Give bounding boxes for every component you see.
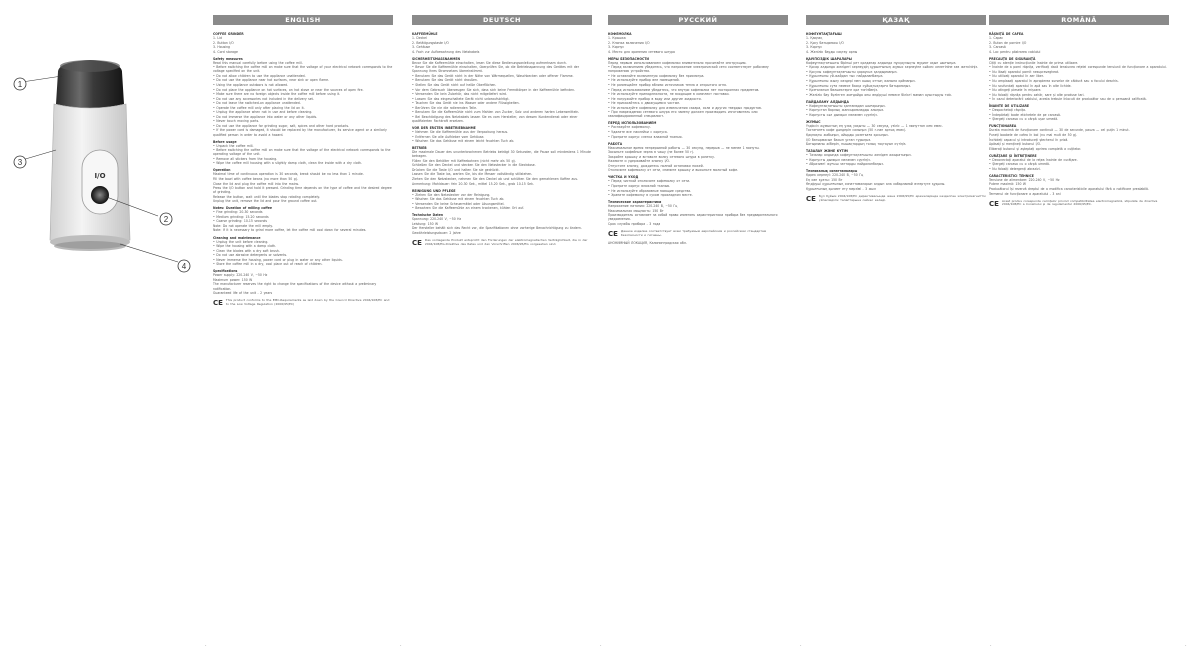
manual-line: • Перед включением убедитесь, что напряжение электрической сети соответствует рабочему напряжению устройства.: [608, 65, 769, 74]
manual-line: • Make sure there are no foreign objects inside the coffee mill before using it.: [213, 92, 341, 97]
manual-line: 4. Fach zur Aufbewahrung des Netzkabels: [412, 49, 480, 54]
column-body: [412, 25, 592, 247]
section-heading: Operation: [213, 168, 231, 173]
section-heading: PRECAUȚII DE SIGURANȚĂ: [989, 56, 1036, 61]
manual-line: • Vor dem Gebrauch überzeugen Sie sich, dass sich keine Fremdkörper in der Kaffeemühle befinden.: [412, 87, 576, 92]
ce-mark-icon: CE: [989, 199, 999, 208]
manual-line: 1. Lid: [213, 36, 222, 41]
manual-line: • Nu amplasați aparatul în apropierea surselor de căldură sau a focului deschis.: [989, 78, 1119, 83]
manual-line: • Абразивті жуғыш заттарды пайдаланбаңыз.: [806, 162, 884, 167]
manual-line: • Bei Beschädigung des Netzkabels lassen Sie es vom Hersteller, von dessen Kundendienst oder einer qualifizierten Fachkraft ersetzen.: [412, 114, 578, 123]
manual-line: • Перед чисткой отключите кофемолку от сети.: [608, 179, 691, 184]
manual-line: Отключите кофемолку от сети, снимите крышку и высыпьте молотый кофе.: [608, 168, 739, 173]
section-heading: ЖҰМЫС: [806, 119, 821, 124]
manual-line: • Bewahren Sie die Kaffeemühle an einem trockenen, kühlen Ort auf.: [412, 206, 524, 211]
manual-line: • Құрылғыны үй-жайдан тыс пайдаланбаңыз.: [806, 74, 884, 79]
manual-line: Power supply: 220-240 V, ~50 Hz: [213, 273, 268, 278]
section-heading: VOR DER ERSTEN INBETRIEBNAHME: [412, 125, 476, 130]
column-header: DEUTSCH: [412, 15, 592, 25]
manual-line: • Wipe the housing with a damp cloth.: [213, 244, 277, 249]
manual-line: • Benutzen Sie das Gerät nicht draußen.: [412, 78, 478, 83]
manual-line: • Store the coffee mill in a dry, cool place out of reach of children.: [213, 262, 323, 267]
manual-line: 4. Loc pentru păstrarea cablului: [989, 49, 1041, 54]
switch-panel: [82, 150, 118, 214]
section-heading: МЕРЫ БЕЗОПАСНОСТИ: [608, 56, 649, 61]
manual-line: • Remove all stickers from the housing.: [213, 156, 278, 161]
manual-line: • Operate the coffee mill only after placing the lid on it.: [213, 105, 305, 110]
manual-line: Үздіксіз жұмыстың ең ұзақ уақыты — 30 секунд, үзіліс — 1 минуттан кем емес.: [806, 123, 943, 128]
section-heading: KAFFEEMÜHLE: [412, 32, 438, 36]
fold-mark: .: [400, 642, 402, 648]
manual-line: Қорек кернеуі: 220-240 В, ~50 Гц: [806, 173, 864, 178]
manual-line: Нажмите и удерживайте кнопку I/O.: [608, 159, 670, 164]
manual-line: • Тазалар алдында кофеұнтақтағышты желіден ажыратыңыз.: [806, 153, 912, 158]
manual-line: • Never immerse the housing, power cord or plug in water or any other liquids.: [213, 257, 343, 262]
section-heading: CARACTERISTICI TEHNICE: [989, 173, 1034, 178]
svg-text:4: 4: [181, 262, 187, 271]
callout-3: [14, 156, 26, 168]
manual-line: Note: Do not operate the mill empty.: [213, 223, 273, 228]
section-heading: ТАЗАЛАУ ЖӘНЕ КҮТІМ: [806, 149, 848, 154]
column-body: [608, 25, 788, 245]
manual-line: Засыпьте кофейные зерна в чашу (не более 50 г).: [608, 150, 695, 155]
manual-line: • Medium grinding: 15-20 seconds: [213, 214, 269, 219]
manual-line: • Nu folosiți detergenți abrazivi.: [989, 166, 1041, 171]
manual-line: • Despachetați râșnița.: [989, 108, 1026, 113]
manual-line: • Unplug the appliance when not in use and before cleaning.: [213, 110, 313, 115]
manual-line: • Құрылғыны суға немесе басқа сұйықтықтарға батырмаңыз.: [806, 83, 911, 88]
manual-line: • Ziehen Sie den Netzstecker vor der Reinigung.: [412, 192, 491, 197]
manual-line: • Do not use any accessories not included in the delivery set.: [213, 96, 314, 101]
manual-line: • Entfernen Sie alle Aufkleber vom Gehäuse.: [412, 134, 485, 139]
manual-line: • Не оставляйте включенную кофемолку без присмотра.: [608, 73, 705, 78]
section-heading: REINIGUNG UND PFLEGE: [412, 188, 456, 193]
section-heading: Техникалық сипаттамалары: [806, 169, 858, 174]
manual-line: • Berühren Sie nie die rotierenden Teile.: [412, 105, 478, 110]
ce-conformity-text: Acest produs corespunde cerințelor privind compatibilitatea electromagnetică, stipulate de directiva 2004/108/EC a Consiliului și de regulamentul 2006/95/EC.: [1001, 198, 1158, 207]
fold-mark: .: [1185, 642, 1187, 648]
manual-line: • Nu atingeți piesele în mișcare.: [989, 88, 1042, 93]
fold-mark: .: [205, 642, 207, 648]
manual-line: • Не размещайте прибор вблизи источников тепла и открытого огня.: [608, 83, 727, 88]
section-heading: Safety measures: [213, 56, 243, 61]
manual-line: • Wischen Sie das Gehäuse mit einem feuchten Tuch ab.: [412, 197, 505, 202]
manual-line: • Қосулы кофеұнтақтағышты қараусыз қалдырмаңыз.: [806, 69, 898, 74]
callout-4: [178, 260, 190, 272]
section-heading: CURĂȚARE ȘI ÎNTREȚINERE: [989, 153, 1037, 158]
column-en: [213, 15, 393, 575]
manual-line: • Құрылғыны жылу көздері мен ашық оттың жанына қоймаңыз.: [806, 78, 916, 83]
manual-line: Füllen Sie den Behälter mit Kaffeebohnen (nicht mehr als 50 g).: [412, 158, 516, 163]
manual-line: Maximum power: 150 W: [213, 277, 253, 282]
manual-line: • În cazul deteriorării cablului, acesta trebuie înlocuit de producător sau de o persoană calificată.: [989, 97, 1147, 102]
ce-conformity-block: [989, 200, 1169, 208]
manual-line: • Не погружайте прибор в воду или другие жидкости.: [608, 96, 702, 101]
manual-line: • Deconectați aparatul de la rețea înainte de curățare.: [989, 157, 1078, 162]
lid: [56, 60, 124, 108]
manual-line: 4. Cord storage: [213, 49, 238, 54]
manual-line: • Înainte de a porni râșnița, verificați dacă tensiunea rețelei corespunde tensiunii de funcționare a aparatului.: [989, 65, 1167, 70]
manual-line: 4. Желілік бауды сақтау орны: [806, 49, 858, 54]
svg-text:2: 2: [163, 215, 169, 224]
manual-line: Citiți cu atenție instrucțiunile înainte de prima utilizare.: [989, 60, 1079, 65]
manual-line: Der Hersteller behält sich das Recht vor, die Spezifikationen ohne vorherige Benachrichtigung zu ändern.: [412, 226, 582, 231]
manual-line: 4. Место для хранения сетевого шнура: [608, 49, 675, 54]
manual-line: • Do not allow children to use the appliance unattended.: [213, 73, 306, 78]
manual-line: Producătorul își rezervă dreptul de a modifica caracteristicile aparatului fără o notificare prealabilă.: [989, 187, 1149, 191]
manual-line: • Желілік бау бүлінген жағдайда оны өндіруші немесе білікті маман ауыстыруы тиіс.: [806, 92, 953, 97]
manual-line: 2. Betätigungstaste I/O: [412, 40, 449, 45]
manual-line: • Never touch moving parts.: [213, 119, 260, 124]
manual-line: Read this manual carefully before using the coffee mill.: [213, 60, 303, 65]
column-de: [412, 15, 592, 575]
manual-line: Spannung: 220-240 V, ~50 Hz: [412, 217, 462, 222]
manual-line: Puneți boabele de cafea în bol (nu mai mult de 50 g).: [989, 132, 1078, 137]
manual-line: Termenul de funcționare a aparatului - 3 ani: [989, 191, 1061, 196]
manual-line: Ең көп қуаты: 150 Вт: [806, 177, 843, 182]
manual-line: Putere maximă: 150 W: [989, 182, 1026, 187]
ce-conformity-block: [412, 239, 592, 247]
manual-line: • Не используйте прибор вне помещений.: [608, 78, 680, 83]
manual-line: • Benutzen Sie das Gerät nicht in der Nähe von Wärmequellen, Waschbecken oder offener Flamme.: [412, 73, 574, 78]
column-body: [806, 25, 986, 203]
section-heading: RÂȘNIȚĂ DE CAFEA: [989, 32, 1024, 36]
manual-line: • Nu utilizați aparatul în aer liber.: [989, 74, 1044, 79]
column-header: ENGLISH: [213, 15, 393, 25]
manual-line: • Do not immerse the appliance into water or any other liquids.: [213, 114, 318, 119]
manual-line: 2. Button I/O: [213, 40, 234, 45]
manual-line: Батырманы жіберіп, пышақтардың толық тоқтауын күтіңіз.: [806, 142, 907, 147]
column-header: РУССКИЙ: [608, 15, 788, 25]
manual-line: • Корпустан барлық жапсырмаларды алыңыз.: [806, 108, 885, 113]
manual-line: • Coarse grinding: 10-15 seconds: [213, 219, 267, 224]
ce-conformity-text: This product conforms to the EMC-Requirements as laid down by the Council Directive 2004/108/EC and to the Low Voltage Regulation (2006/95/EC): [225, 298, 390, 306]
ce-mark-icon: CE: [608, 229, 618, 238]
manual-line: • Using the appliance outdoors is not allowed.: [213, 83, 289, 88]
manual-line: 1. Крышка: [608, 36, 626, 41]
manual-line: • Распакуйте кофемолку.: [608, 125, 651, 130]
manual-line: Максимальная мощность: 150 Вт: [608, 208, 664, 213]
manual-line: Производитель оставляет за собой право изменять характеристики прибора без предварительного уведомления.: [608, 213, 778, 222]
manual-line: Anmerkung: Mahldauer: fein 20-30 Sek., mittel 15-20 Sek., grob 10-15 Sek.: [412, 181, 534, 186]
manual-line: • Ștergeți carcasa cu o cârpă ușor umedă.: [989, 117, 1059, 122]
manual-line: • Do not place the appliance on hot surfaces, on hot stove or near the sources of open fire.: [213, 87, 364, 92]
manual-line: Durata maximă de funcționare continuă — 30 de secunde, pauza — cel puțin 1 minut.: [989, 128, 1130, 133]
section-heading: ПАЙДАЛАНУ АЛДЫНДА: [806, 99, 849, 104]
manual-line: Drücken Sie die Taste I/O und halten Sie sie gedrückt.: [412, 167, 500, 172]
svg-text:1: 1: [17, 80, 23, 89]
column-header: ҚАЗАҚ: [806, 15, 986, 25]
manual-line: Guaranteed life of the unit - 2 years: [213, 291, 273, 296]
manual-line: Die maximale Dauer des ununterbrochenen Betriebs beträgt 30 Sekunden, die Pause soll mindestens 1 Minute betragen.: [412, 150, 591, 159]
manual-line: 2. Қосу батырмасы I/O: [806, 40, 844, 45]
column-body: [989, 25, 1169, 208]
section-heading: Cleaning and maintenance: [213, 235, 261, 240]
manual-line: 1. Deckel: [412, 36, 427, 41]
ce-conformity-block: [213, 299, 393, 307]
manual-line: Schließen Sie den Deckel und stecken Sie den Netzstecker in die Steckdose.: [412, 163, 536, 168]
manual-line: I/O батырмасын басып ұстап тұрыңыз.: [806, 137, 872, 142]
manual-line: Gewährleistungsdauer: 2 Jahre: [412, 230, 461, 235]
section-heading: Technische Daten: [412, 213, 444, 218]
manual-line: • Перед использованием убедитесь, что внутри кофемолки нет посторонних предметов.: [608, 87, 760, 92]
section-heading: SICHERHEITSMASSNAHMEN: [412, 56, 461, 61]
manual-line: • Nu scufundați aparatul în apă sau în alte lichide.: [989, 83, 1072, 88]
manual-line: • Do not use abrasive detergents or solvents.: [213, 253, 288, 258]
manual-line: 3. Корпус: [608, 45, 625, 50]
manual-line: • Не используйте абразивные моющие средства.: [608, 188, 692, 193]
manual-line: 2. Кнопка включения I/O: [608, 40, 650, 45]
manual-line: • Протрите корпус слегка влажной тканью.: [608, 134, 683, 139]
manual-line: • Ștergeți carcasa cu o cârpă umedă.: [989, 162, 1050, 167]
manual-line: Close the lid and plug the coffee mill into the mains.: [213, 181, 300, 186]
switch-label: I/O: [94, 172, 106, 180]
manual-line: Напряжение питания: 220-240 В, ~50 Гц: [608, 204, 678, 209]
manual-line: • Wischen Sie das Gehäuse mit einem leicht feuchten Tuch ab.: [412, 139, 515, 144]
manual-line: Перед первым использованием кофемолки внимательно прочитайте инструкцию.: [608, 60, 747, 65]
section-heading: Specifications: [213, 269, 238, 274]
manual-line: Bevor Sie die Kaffeemühle einschalten, lesen Sie diese Bedienungsanleitung aufmerksam durch.: [412, 60, 567, 65]
manual-line: Отпустите кнопку, дождитесь полной остановки ножей.: [608, 163, 704, 168]
svg-text:3: 3: [17, 158, 23, 167]
section-heading: Before usage: [213, 139, 237, 144]
manual-line: • Do not leave the switched-on appliance unattended.: [213, 101, 301, 106]
callout-1: [14, 78, 26, 90]
manual-line: Кофеұнтақтағышты бірінші рет қолданар алдында нұсқаулықты мұқият оқып шығыңыз.: [806, 60, 957, 65]
manual-line: • Не используйте принадлежности, не входящие в комплект поставки.: [608, 92, 730, 97]
manual-line: Unplug the unit, remove the lid and pour the ground coffee out.: [213, 199, 318, 204]
manual-line: • Do not use the appliance for grinding sugar, salt, spices and other hard products.: [213, 123, 350, 128]
manual-line: • Before switching the coffee mill on make sure that the voltage of your electrical network corresponds to the voltage specified on the unit.: [213, 65, 393, 74]
manual-line: • Bevor Sie die Kaffeemühle einschalten, überprüfen Sie, ob die Betriebsspannung des Gerätes mit der Spannung Ihres Stromnetzes übereinstimmt.: [412, 65, 579, 74]
manufacturer-address: АНОНИМНЫЙ ЛОКАЦИЯ, Калининградская обл.: [608, 240, 687, 245]
manual-line: • If the power cord is damaged, it should be replaced by the manufacturer, its service agent or a similarly qualified person in order to avoid a hazard.: [213, 128, 387, 137]
manual-line: Максимальное время непрерывной работы — 30 секунд, перерыв — не менее 1 минуты.: [608, 145, 760, 150]
manual-line: • При повреждении сетевого шнура его замену должен производить изготовитель или квалифицированный специалист.: [608, 110, 758, 119]
manual-line: • Do not use the appliance near hot surfaces, near sink or open flame.: [213, 78, 330, 83]
manual-line: Note: If it is necessary to grind more coffee, let the coffee mill cool down for several minutes.: [213, 228, 367, 233]
ce-conformity-text: Das vorliegende Produkt entspricht den Forderungen der elektromagnetischen Verträglichkeit, die in der 2004/108/EG-Direktive des Rates und den Vorschriften 2006/95/EG vorgesehen sind.: [424, 238, 588, 246]
column-kz: [806, 15, 986, 575]
manual-line: • Nu folosiți râșnița pentru zahăr, sare și alte produse tari.: [989, 92, 1085, 97]
ce-conformity-text: Данное изделие соответствует всем требуемым европейским и российским стандартам безопасности и гигиены.: [620, 228, 767, 237]
section-heading: ҚАУІПСІЗДІК ШАРАЛАРЫ: [806, 56, 852, 61]
section-heading: COFFEE GRINDER: [213, 32, 244, 36]
manual-line: • Lassen Sie das eingeschaltete Gerät nicht unbeaufsichtigt.: [412, 96, 510, 101]
section-heading: ПЕРЕД ИСПОЛЬЗОВАНИЕМ: [608, 121, 657, 126]
manual-line: • Fine grinding: 20-30 seconds: [213, 210, 263, 215]
manual-line: • Benutzen Sie die Kaffeemühle nicht zum Mahlen von Zucker, Salz und anderen harten Lebensmitteln.: [412, 110, 580, 115]
manual-line: Срок службы прибора - 3 года: [608, 221, 661, 226]
coffee-grinder-illustration: [0, 0, 200, 300]
manual-line: • Clean the blades with a dry soft brush.: [213, 248, 280, 253]
manual-line: Өндіруші құрылғының сипаттамаларын алдын ала хабарламай өзгертуге құқылы.: [806, 182, 946, 187]
manual-line: • Корпусты дымқыл матамен сүртіңіз.: [806, 157, 871, 162]
fold-mark: .: [800, 642, 802, 648]
ce-conformity-text: Бұл бұйым 2004/108/EC директивасында және 2006/95/EC ережелерінде көзделген электромагниттік үйлесімділік талаптарына сәйкес келеді.: [818, 194, 986, 202]
manual-line: Închideți capacul și introduceți ștecherul în priză.: [989, 137, 1069, 142]
manual-line: Maximal time of continuous operation is 30 seconds, break should be no less than 1 minute.: [213, 172, 364, 177]
manual-line: Press the I/O button and hold it pressed. Grinding time depends on the type of coffee and the desired degree of grinding.: [213, 186, 392, 195]
manual-line: • Кофеұнтақтағышты қаптамадан шығарыңыз.: [806, 103, 886, 108]
ce-conformity-block: [608, 230, 788, 238]
manual-line: Тостағанға кофе дәндерін салыңыз (50 г-нан артық емес).: [806, 128, 907, 133]
manual-line: Release the button, wait until the blades stop rotating completely.: [213, 194, 320, 199]
manual-line: Құрылғының қызмет ету мерзімі - 3 жыл: [806, 187, 876, 191]
manual-line: • Verwenden Sie kein Zubehör, das nicht mitgeliefert wird.: [412, 92, 507, 97]
section-heading: Notes: Duration of milling coffee: [213, 206, 272, 211]
manual-line: Eliberați butonul și așteptați oprirea completă a cuțitelor.: [989, 146, 1082, 151]
manual-line: • Verwenden Sie keine Scheuermittel oder Lösungsmittel.: [412, 201, 505, 206]
manual-line: Lassen Sie die Taste los, warten Sie, bis die Messer vollständig stillstehen.: [412, 172, 533, 177]
manual-line: • Қозғалатын бөлшектерге қол тигізбеңіз.: [806, 88, 878, 93]
section-heading: BETRIEB: [412, 146, 427, 151]
fold-mark: .: [600, 642, 602, 648]
callout-2: [160, 213, 172, 225]
manual-line: 3. Carcasă: [989, 45, 1006, 50]
manual-line: 1. Қақпақ: [806, 36, 823, 41]
manual-line: The manufacturer reserves the right to change the specifications of the device without a preliminary notification.: [213, 282, 377, 291]
manual-line: 2. Buton de pornire I/O: [989, 40, 1027, 45]
manual-line: 3. Housing: [213, 45, 231, 50]
manual-line: • Протрите корпус влажной тканью.: [608, 184, 671, 188]
ce-conformity-block: [806, 195, 986, 203]
manual-line: • Unpack the coffee mill.: [213, 143, 254, 148]
ce-mark-icon: CE: [213, 299, 223, 308]
manual-line: Leistung: 150 W: [412, 221, 439, 226]
manual-line: • Корпусты сәл дымқыл матамен сүртіңіз.: [806, 112, 878, 117]
manual-line: Tensiune de alimentare: 220-240 V, ~50 Hz: [989, 177, 1060, 182]
manual-line: Закройте крышку и вставьте вилку сетевого шнура в розетку.: [608, 154, 715, 159]
manual-line: • Wipe the coffee mill housing with a slightly damp cloth, clean the inside with a dry cloth.: [213, 161, 362, 166]
section-heading: КОФЕҰНТАҚТАҒЫШ: [806, 32, 842, 36]
section-heading: РАБОТА: [608, 141, 623, 146]
manual-line: Apăsați și mențineți butonul I/O.: [989, 142, 1041, 147]
manual-line: • Удалите все наклейки с корпуса.: [608, 129, 668, 134]
manual-line: Қақпақты жабыңыз, айырды розеткаға қосыңыз.: [806, 132, 889, 137]
manual-line: • Не используйте кофемолку для измельчения сахара, соли и других твердых продуктов.: [608, 105, 762, 110]
manual-line: • Қосар алдында желідегі кернеудің құрылғының жұмыс кернеуіне сәйкес келетініне көз жеткізіңіз.: [806, 65, 979, 70]
manual-line: 3. Gehäuse: [412, 45, 431, 50]
ce-mark-icon: CE: [412, 239, 422, 248]
column-ro: [989, 15, 1169, 575]
manual-line: Fill the bowl with coffee beans (no more than 50 g).: [213, 176, 298, 181]
section-heading: Технические характеристики: [608, 200, 662, 205]
manual-line: • Nehmen Sie die Kaffeemühle aus der Verpackung heraus.: [412, 129, 509, 134]
manual-line: • Nu lăsați aparatul pornit nesupravegheat.: [989, 69, 1060, 74]
manual-line: • Unplug the unit before cleaning.: [213, 239, 269, 244]
ce-mark-icon: CE: [806, 195, 816, 204]
manual-line: • Stellen Sie das Gerät nicht auf heiße Oberflächen.: [412, 83, 497, 88]
section-heading: ЧИСТКА И УХОД: [608, 175, 639, 180]
manual-line: • Храните кофемолку в сухом прохладном месте.: [608, 193, 693, 198]
section-heading: КОФЕМОЛКА: [608, 32, 632, 36]
fold-mark: .: [990, 642, 992, 648]
column-ru: [608, 15, 788, 575]
manual-line: • Îndepărtați toate etichetele de pe carcasă.: [989, 112, 1061, 117]
manual-line: 1. Capac: [989, 36, 1004, 41]
manual-line: 3. Корпус: [806, 45, 823, 50]
manual-line: • Before switching the coffee mill on make sure that the voltage of the electrical network corresponds to the operating voltage of the unit.: [213, 148, 391, 157]
io-button: [91, 186, 109, 204]
column-body: [213, 25, 393, 307]
manual-line: Ziehen Sie den Netzstecker, nehmen Sie den Deckel ab und schütten Sie den gemahlenen Kaffee aus.: [412, 176, 578, 181]
manual-line: • Tauchen Sie das Gerät nie ins Wasser oder andere Flüssigkeiten.: [412, 101, 520, 106]
section-heading: ÎNAINTE DE UTILIZARE: [989, 104, 1029, 109]
section-heading: FUNCȚIONAREA: [989, 124, 1017, 129]
manual-line: • Не прикасайтесь к движущимся частям.: [608, 101, 680, 106]
column-header: ROMÂNĂ: [989, 15, 1169, 25]
